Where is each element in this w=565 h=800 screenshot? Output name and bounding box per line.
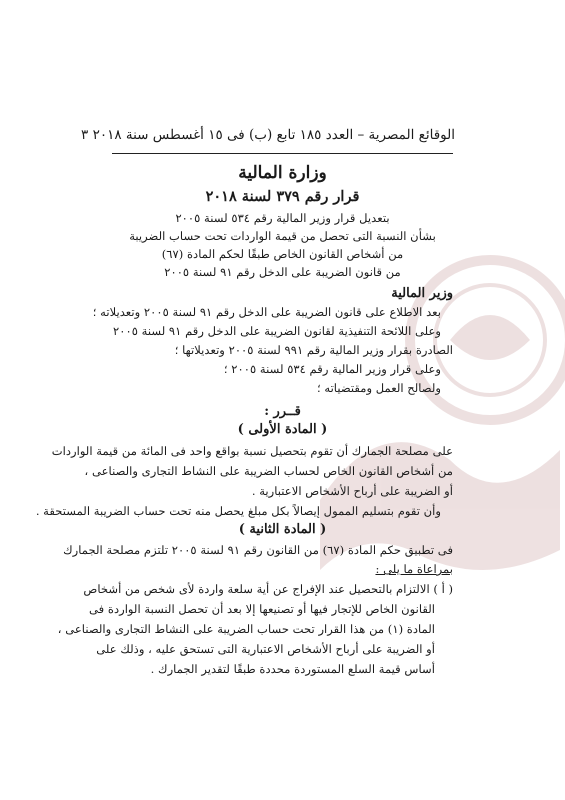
article-2-item-line: المادة (١) من هذا القرار تحت حساب الضريبة على النشاط التجارى والصناعى ، <box>57 622 435 636</box>
decree-title: قرار رقم ٣٧٩ لسنة ٢٠١٨ <box>205 188 360 205</box>
article-2-item-line: أو الضريبة على أرباح الأشخاص الاعتبارية التى تستحق عليه ، وذلك على <box>96 642 435 656</box>
preamble-line: وعلى اللائحة التنفيذية لقانون الضريبة على الدخل رقم ٩١ لسنة ٢٠٠٥ <box>113 324 441 338</box>
article-2-heading: ( المادة الثانية ) <box>238 522 327 537</box>
subject-line: بشأن النسبة التى تحصل من قيمة الواردات تحت حساب الضريبة <box>129 229 436 243</box>
article-1-heading: ( المادة الأولى ) <box>237 422 328 437</box>
decides-heading: قــرر : <box>264 404 301 419</box>
preamble-line: ولصالح العمل ومقتضياته ؛ <box>316 381 441 395</box>
subject-line: بتعديل قرار وزير المالية رقم ٥٣٤ لسنة ٢٠٠٥ <box>175 211 390 225</box>
article-1-line: وأن تقوم بتسليم الممول إيصالاً بكل مبلغ يحصل منه تحت حساب الضريبة المستحقة . <box>35 504 441 518</box>
article-2-item-line: ( أ ) الالتزام بالتحصيل عند الإفراج عن أية سلعة واردة لأى شخص من أشخاص <box>83 582 453 596</box>
header-rule <box>112 153 453 154</box>
minister-label: وزير المالية <box>391 286 453 301</box>
preamble-line: الصادرة بقرار وزير المالية رقم ٩٩١ لسنة ٢٠٠٥ وتعديلاتها ؛ <box>174 343 453 357</box>
article-2-line: فى تطبيق حكم المادة (٦٧) من القانون رقم ٩١ لسنة ٢٠٠٥ تلتزم مصلحة الجمارك <box>63 543 453 557</box>
article-1-line: أو الضريبة على أرباح الأشخاص الاعتبارية . <box>251 484 453 498</box>
preamble-line: بعد الاطلاع على قانون الضريبة على الدخل رقم ٩١ لسنة ٢٠٠٥ وتعديلاته ؛ <box>92 305 441 319</box>
ministry-title: وزارة المالية <box>238 163 327 183</box>
subject-line: من أشخاص القانون الخاص طبقًا لحكم المادة (٦٧) <box>161 247 404 261</box>
subject-line: من قانون الضريبة على الدخل رقم ٩١ لسنة ٢٠٠٥ <box>164 265 401 279</box>
article-2-line: بمراعاة ما يلى : <box>375 562 453 576</box>
article-2-item-line: أساس قيمة السلع المستوردة محددة طبقًا لتقدير الجمارك . <box>150 662 435 676</box>
article-1-line: من أشخاص القانون الخاص لحساب الضريبة على النشاط التجارى والصناعى ، <box>84 464 453 478</box>
article-1-line: على مصلحة الجمارك أن تقوم بتحصيل نسبة بواقع واحد فى المائة من قيمة الواردات <box>51 444 453 458</box>
running-header: الوقائع المصرية – العدد ١٨٥ تابع (ب) فى ١٥ أغسطس سنة ٢٠١٨ ٣ <box>81 127 455 143</box>
article-2-item-line: القانون الخاص للإتجار فيها أو تصنيعها إلا بعد أن تحصل النسبة الواردة فى <box>88 602 435 616</box>
preamble-line: وعلى قرار وزير المالية رقم ٥٣٤ لسنة ٢٠٠٥ ؛ <box>223 362 441 376</box>
